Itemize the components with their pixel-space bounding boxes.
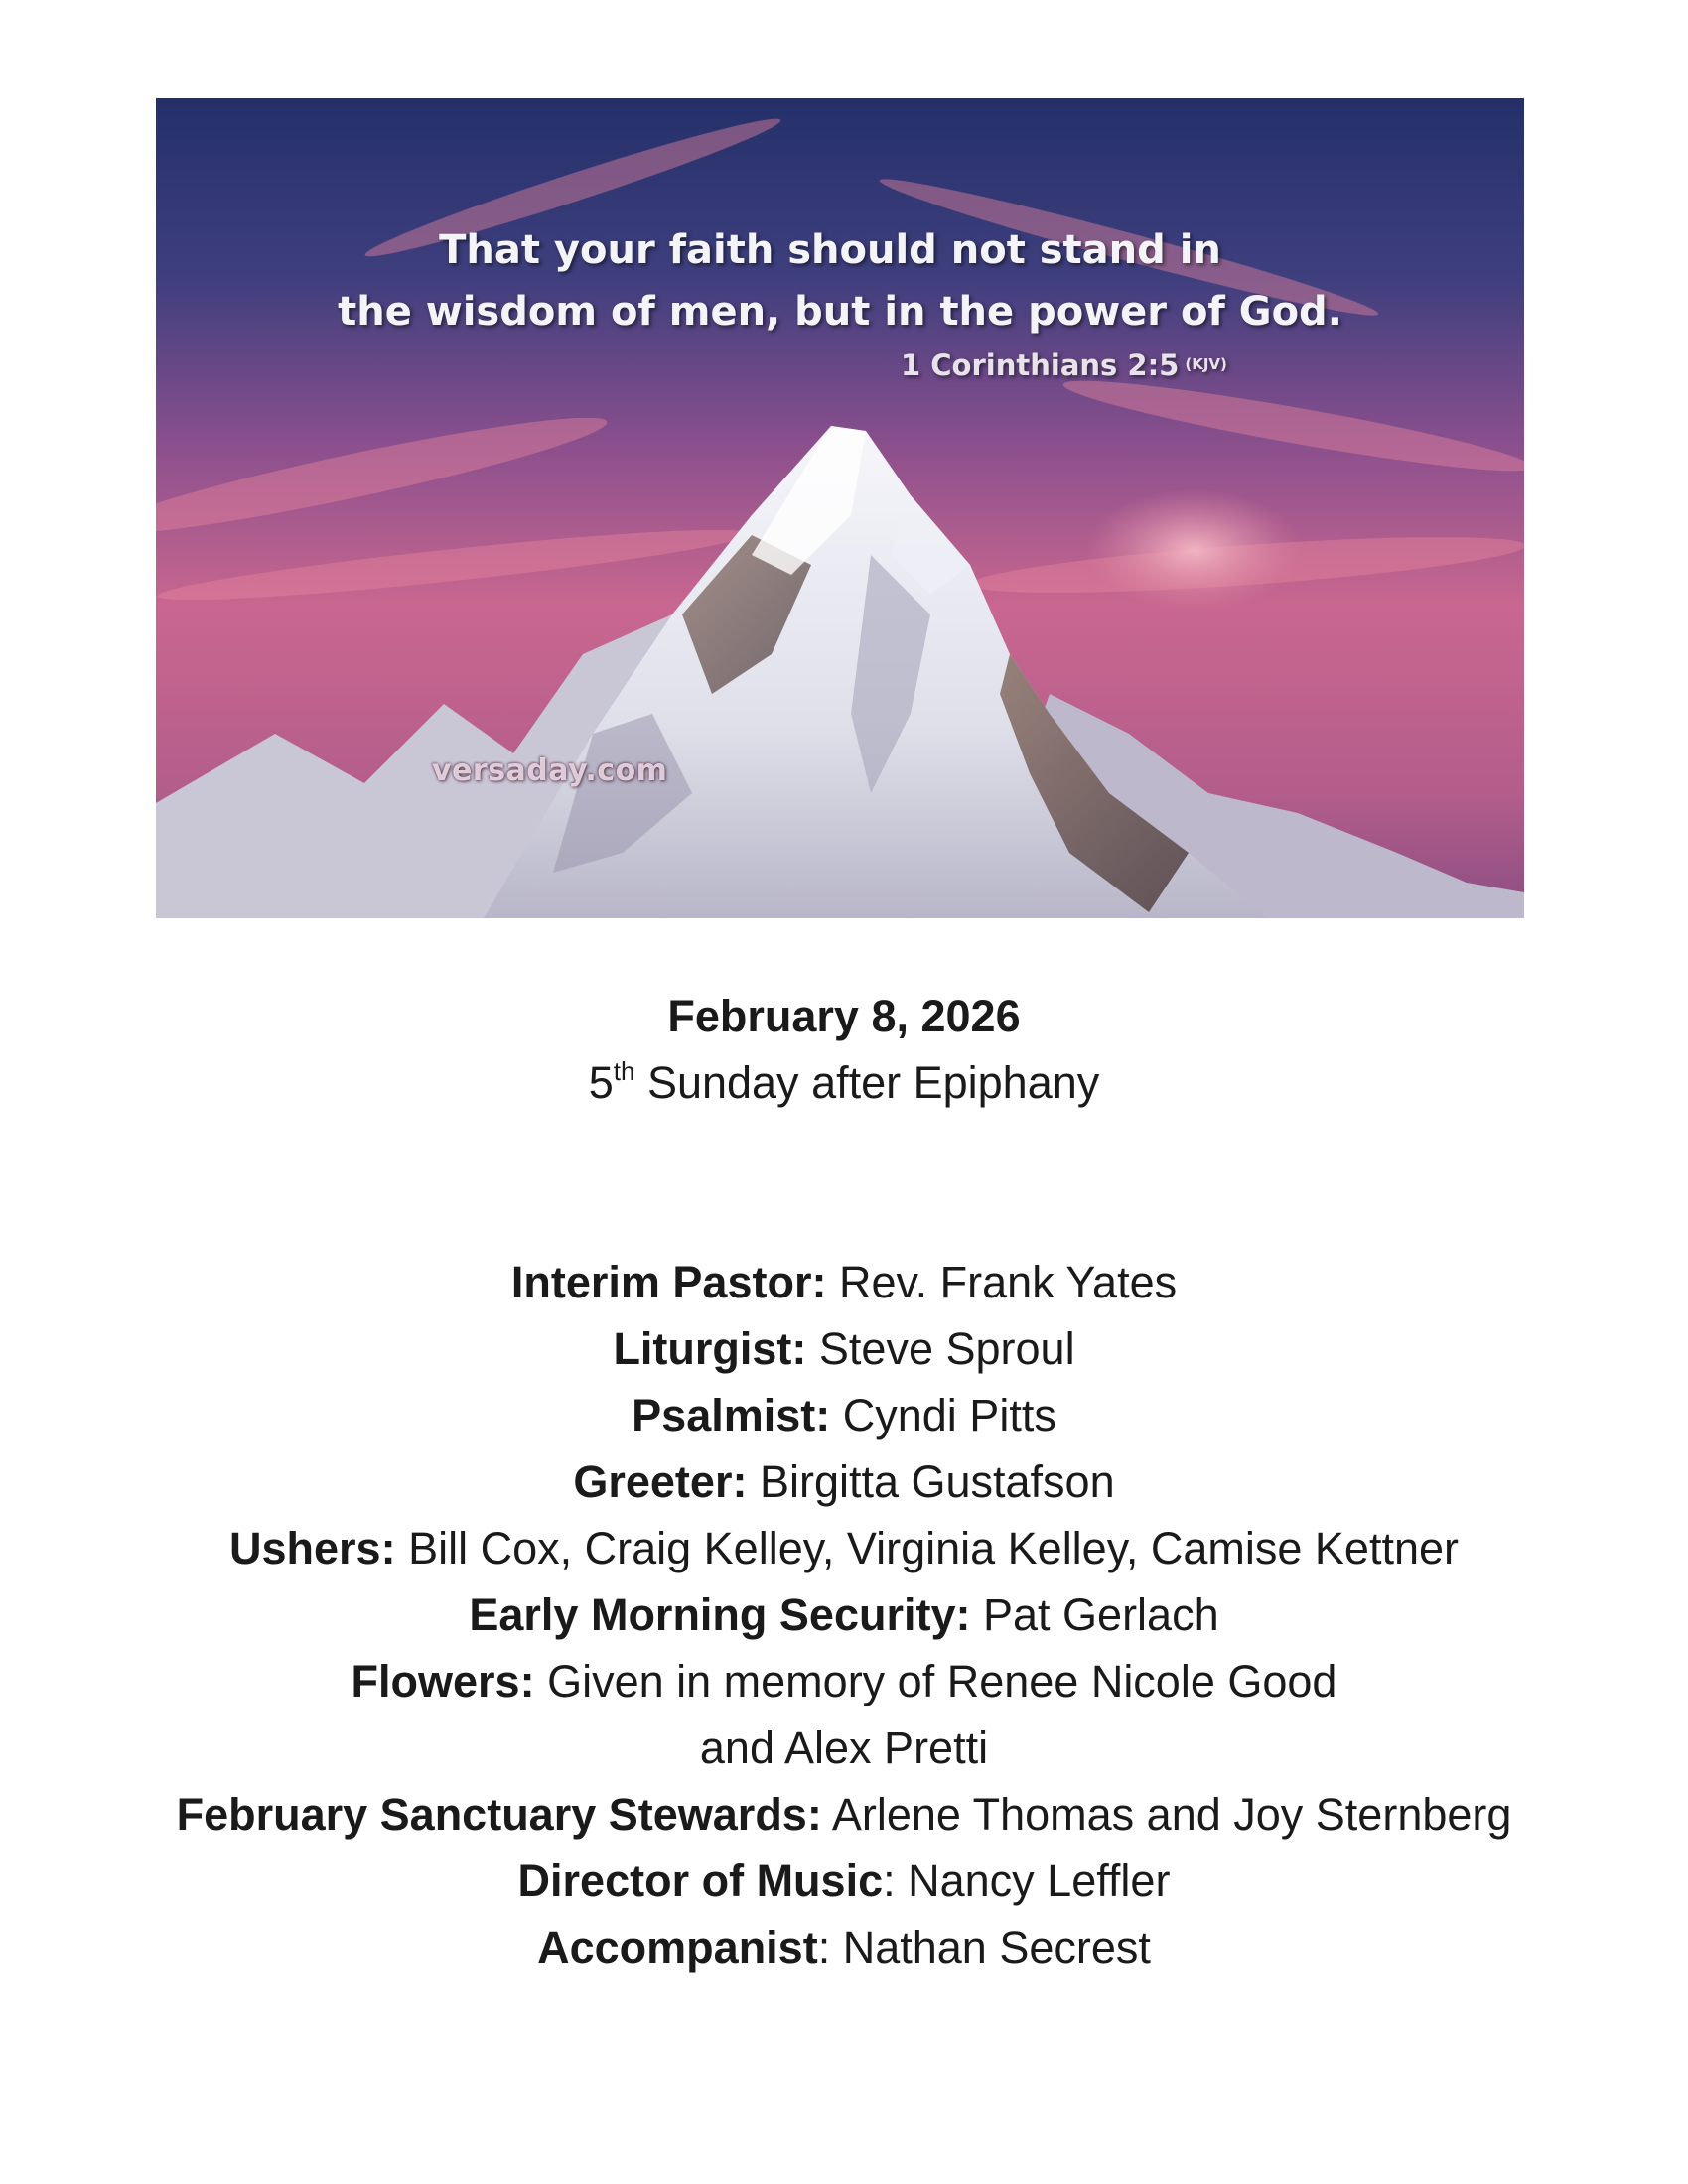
role-value: Steve Sproul <box>806 1323 1075 1374</box>
role-value: Pat Gerlach <box>970 1589 1219 1640</box>
role-line <box>0 1515 1688 1581</box>
verse-reference <box>901 348 1227 382</box>
role-value: Birgitta Gustafson <box>747 1456 1115 1507</box>
role-line <box>0 1382 1688 1448</box>
role-line <box>0 1581 1688 1648</box>
role-value: Bill Cox, Craig Kelley, Virginia Kelley, Camise Kettner <box>395 1523 1459 1573</box>
service-date: February 8, 2026 <box>667 991 1021 1041</box>
bible-version: (KJV) <box>1185 355 1227 373</box>
service-occasion <box>0 1049 1688 1116</box>
role-line <box>0 1914 1688 1980</box>
occasion-suffix: th <box>613 1056 635 1086</box>
role-value: : Nancy Leffler <box>883 1855 1171 1906</box>
role-label: Interim Pastor: <box>510 1257 827 1307</box>
role-label: Flowers: <box>351 1656 535 1706</box>
role-label: February Sanctuary Stewards: <box>176 1789 822 1840</box>
occasion-number: 5 <box>588 1057 614 1108</box>
role-value: Rev. Frank Yates <box>826 1257 1178 1307</box>
verse-line: the wisdom of men, but in the power of God. <box>338 289 1342 335</box>
service-info <box>0 983 1688 1980</box>
scripture-verse <box>156 219 1524 342</box>
role-value: Cyndi Pitts <box>830 1390 1056 1440</box>
role-list <box>0 1249 1688 1980</box>
role-label: Accompanist <box>537 1922 818 1973</box>
role-label: Director of Music <box>517 1855 884 1906</box>
role-value: : Nathan Secrest <box>817 1922 1151 1973</box>
role-label: Ushers: <box>229 1523 396 1573</box>
role-value: and Alex Pretti <box>699 1722 989 1773</box>
role-line <box>0 1714 1688 1781</box>
role-label: Psalmist: <box>632 1390 831 1440</box>
role-value: Arlene Thomas and Joy Sternberg <box>821 1789 1512 1840</box>
role-line <box>0 1847 1688 1914</box>
role-line <box>0 1781 1688 1847</box>
role-line <box>0 1648 1688 1714</box>
watermark: versaday.com <box>432 753 668 788</box>
role-label: Liturgist: <box>613 1323 807 1374</box>
role-line <box>0 1315 1688 1382</box>
banner-image <box>156 98 1524 918</box>
role-label: Early Morning Security: <box>469 1589 971 1640</box>
role-line <box>0 1249 1688 1315</box>
verse-line: That your faith should not stand in <box>439 227 1221 273</box>
occasion-text: Sunday after Epiphany <box>634 1057 1100 1108</box>
verse-reference-text: 1 Corinthians 2:5 <box>901 348 1180 382</box>
role-label: Greeter: <box>573 1456 748 1507</box>
role-value: Given in memory of Renee Nicole Good <box>534 1656 1337 1706</box>
role-line <box>0 1448 1688 1515</box>
